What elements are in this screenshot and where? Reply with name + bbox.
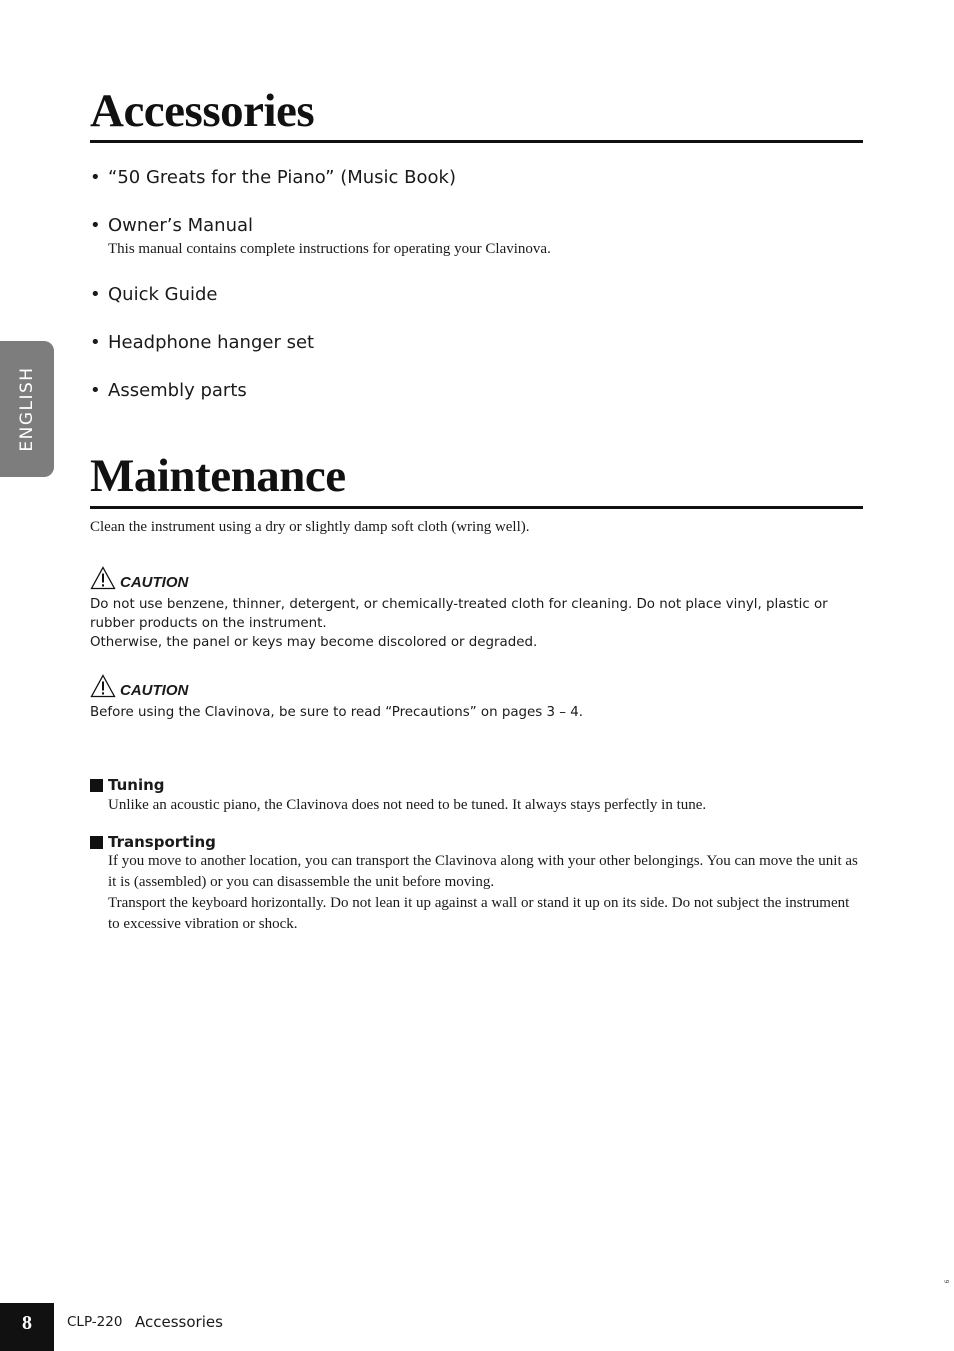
warning-triangle-icon [90,566,116,590]
accessory-item: • Assembly parts [90,380,247,401]
caution-line: Before using the Clavinova, be sure to read “Precautions” on pages 3 – 4. [90,705,584,720]
transporting-text [108,851,863,935]
transporting-paragraph: If you move to another location, you can transport the Clavinova along with your other belongings. You can move the unit as it is (assembled) or you can disassemble the unit before moving. [108,853,858,890]
transporting-title: Transporting [108,833,216,851]
caution-text [90,595,863,652]
maintenance-intro: Clean the instrument using a dry or slightly damp soft cloth (wring well). [90,519,530,535]
accessory-item-label: Assembly parts [108,380,247,401]
caution-heading [90,566,188,590]
transporting-paragraph: Transport the keyboard horizontally. Do not lean it up against a wall or stand it up on its side. Do not subject the instrument to excessive vibration or shock. [108,895,850,932]
accessories-rule [90,140,863,143]
accessory-item-description: This manual contains complete instructions for operating your Clavinova. [108,241,551,257]
caution-label: CAUTION [120,682,189,699]
accessory-item: • Headphone hanger set [90,332,315,353]
square-bullet-icon [90,836,103,849]
tuning-text [108,795,863,816]
caution-label: CAUTION [120,574,189,591]
maintenance-rule [90,506,863,509]
accessory-item-label: Owner’s Manual [108,215,254,236]
footer-section: Accessories [135,1313,223,1331]
tuning-title: Tuning [108,776,165,794]
tuning-paragraph: Unlike an acoustic piano, the Clavinova does not need to be tuned. It always stays perfectly in tune. [108,797,707,813]
maintenance-title: Maintenance [90,450,346,502]
page-number: 8 [22,1312,32,1334]
caution-text [90,703,863,722]
warning-triangle-icon [90,674,116,698]
language-tab [0,341,54,477]
side-mark: 9 [942,1279,950,1284]
caution-line: Otherwise, the panel or keys may become discolored or degraded. [90,635,538,650]
caution-heading [90,674,188,698]
accessory-item-label: “50 Greats for the Piano” (Music Book) [108,167,456,188]
accessory-item-label: Quick Guide [108,284,218,305]
footer-model: CLP-220 [67,1314,123,1330]
tuning-heading [90,776,165,794]
accessories-title: Accessories [90,85,315,137]
accessory-item: • Quick Guide [90,284,218,305]
square-bullet-icon [90,779,103,792]
transporting-heading [90,833,216,851]
accessory-item-label: Headphone hanger set [108,332,315,353]
language-tab-label: ENGLISH [17,366,37,452]
caution-line: Do not use benzene, thinner, detergent, or chemically-treated cloth for cleaning. Do not place vinyl, plastic or rubber products on the instrument. [90,597,828,631]
accessory-item: • Owner’s Manual [90,215,254,236]
page-number-box [0,1303,54,1351]
accessory-item: • “50 Greats for the Piano” (Music Book) [90,167,456,188]
